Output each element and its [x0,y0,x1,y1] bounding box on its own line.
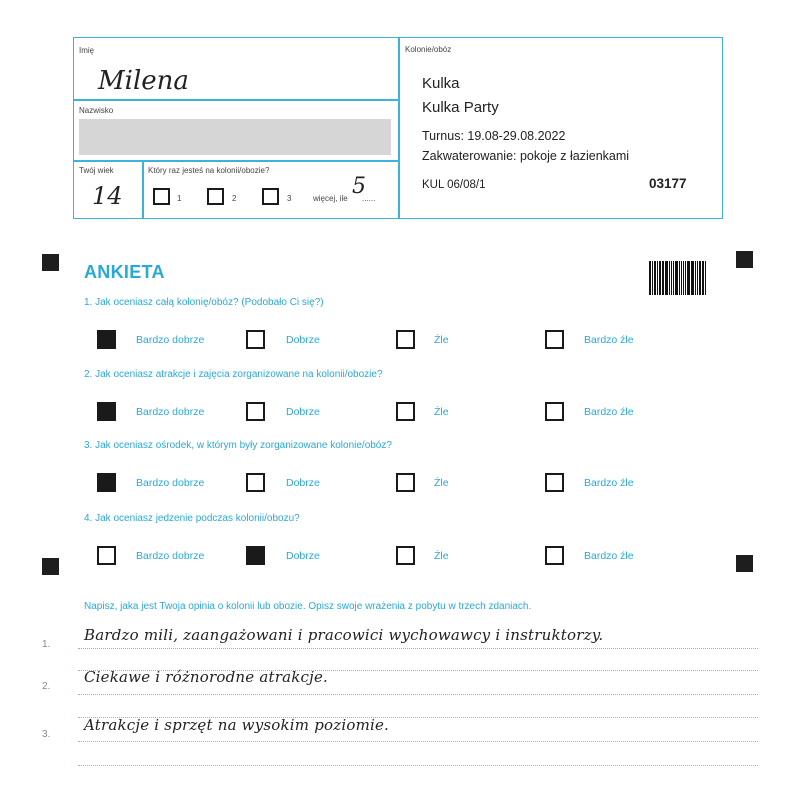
surname-label: Nazwisko [79,106,114,115]
survey-title: ANKIETA [84,262,165,282]
question-2: 2. Jak oceniasz atrakcje i zajęcia zorganizowane na kolonii/obozie? [84,369,383,380]
camp-subname: Kulka Party [422,99,499,116]
q3-option-2-checkbox[interactable] [246,473,265,492]
age-value[interactable]: 14 [92,182,123,210]
registration-mark [42,558,59,575]
q4-option-2-label: Dobrze [286,550,320,562]
answer-text-3[interactable]: Atrakcje i sprzęt na wysokim poziomie. [84,716,390,734]
camp-code: KUL 06/08/1 [422,179,486,191]
q1-option-1-label: Bardzo dobrze [136,334,205,346]
q1-option-3-label: Źle [434,334,449,346]
answer-number-2: 2. [42,681,51,692]
q1-option-4-label: Bardzo źle [584,334,634,346]
q1-option-2-label: Dobrze [286,334,320,346]
q3-option-2-label: Dobrze [286,477,320,489]
accommodation: Zakwaterowanie: pokoje z łazienkami [422,149,630,163]
q1-option-2-checkbox[interactable] [246,330,265,349]
question-3: 3. Jak oceniasz ośrodek, w którym były zorganizowane kolonie/obóz? [84,440,392,451]
form-divider [142,160,144,219]
barcode [649,261,707,295]
q3-option-1-label: Bardzo dobrze [136,477,205,489]
answer-number-3: 3. [42,729,51,740]
times-checkbox-3[interactable] [262,188,279,205]
turnus-dates: Turnus: 19.08-29.08.2022 [422,129,566,143]
question-1: 1. Jak oceniasz całą kolonię/obóz? (Podobało Ci się?) [84,297,324,308]
q4-option-4-label: Bardzo źle [584,550,634,562]
q2-option-2-label: Dobrze [286,406,320,418]
q2-option-4-label: Bardzo źle [584,406,634,418]
question-4: 4. Jak oceniasz jedzenie podczas kolonii/obozu? [84,513,300,524]
registration-mark [736,555,753,572]
times-option-2: 2 [232,194,237,203]
writing-line [78,648,758,649]
times-option-1: 1 [177,194,182,203]
q4-option-3-checkbox[interactable] [396,546,415,565]
q4-option-1-label: Bardzo dobrze [136,550,205,562]
writing-line [78,765,758,766]
times-more-label: więcej, ile [313,194,348,203]
registration-mark [736,251,753,268]
times-option-3: 3 [287,194,292,203]
q3-option-3-label: Źle [434,477,449,489]
form-divider [73,99,399,101]
q2-option-1-label: Bardzo dobrze [136,406,205,418]
q2-option-1-checkbox[interactable] [97,402,116,421]
registration-mark [42,254,59,271]
times-checkbox-1[interactable] [153,188,170,205]
times-checkbox-2[interactable] [207,188,224,205]
q4-option-4-checkbox[interactable] [545,546,564,565]
times-more-dots: ...... [362,194,376,203]
q3-option-3-checkbox[interactable] [396,473,415,492]
q1-option-3-checkbox[interactable] [396,330,415,349]
age-label: Twój wiek [79,166,114,175]
q2-option-4-checkbox[interactable] [545,402,564,421]
name-label: Imię [79,46,95,55]
q2-option-3-label: Źle [434,406,449,418]
writing-line [78,741,758,742]
q4-option-1-checkbox[interactable] [97,546,116,565]
times-label: Który raz jesteś na kolonii/obozie? [148,166,270,175]
name-value[interactable]: Milena [98,66,189,96]
answer-text-1[interactable]: Bardzo mili, zaangażowani i pracowici wychowawcy i instruktorzy. [84,626,604,644]
surname-redacted [79,119,391,155]
q3-option-4-label: Bardzo źle [584,477,634,489]
camp-label: Kolonie/obóz [405,45,452,54]
writing-line [78,694,758,695]
q3-option-1-checkbox[interactable] [97,473,116,492]
q1-option-1-checkbox[interactable] [97,330,116,349]
form-divider [398,37,400,219]
times-more-value[interactable]: 5 [352,174,366,199]
q1-option-4-checkbox[interactable] [545,330,564,349]
form-divider [73,160,399,162]
answer-text-2[interactable]: Ciekawe i różnorodne atrakcje. [84,668,329,686]
q3-option-4-checkbox[interactable] [545,473,564,492]
answer-number-1: 1. [42,639,51,650]
q4-option-3-label: Źle [434,550,449,562]
q2-option-2-checkbox[interactable] [246,402,265,421]
form-number: 03177 [649,176,687,191]
opinion-prompt: Napisz, jaka jest Twoja opinia o kolonii lub obozie. Opisz swoje wrażenia z pobytu w trzech zdaniach. [84,601,532,612]
camp-name: Kulka [422,75,460,92]
q4-option-2-checkbox[interactable] [246,546,265,565]
q2-option-3-checkbox[interactable] [396,402,415,421]
